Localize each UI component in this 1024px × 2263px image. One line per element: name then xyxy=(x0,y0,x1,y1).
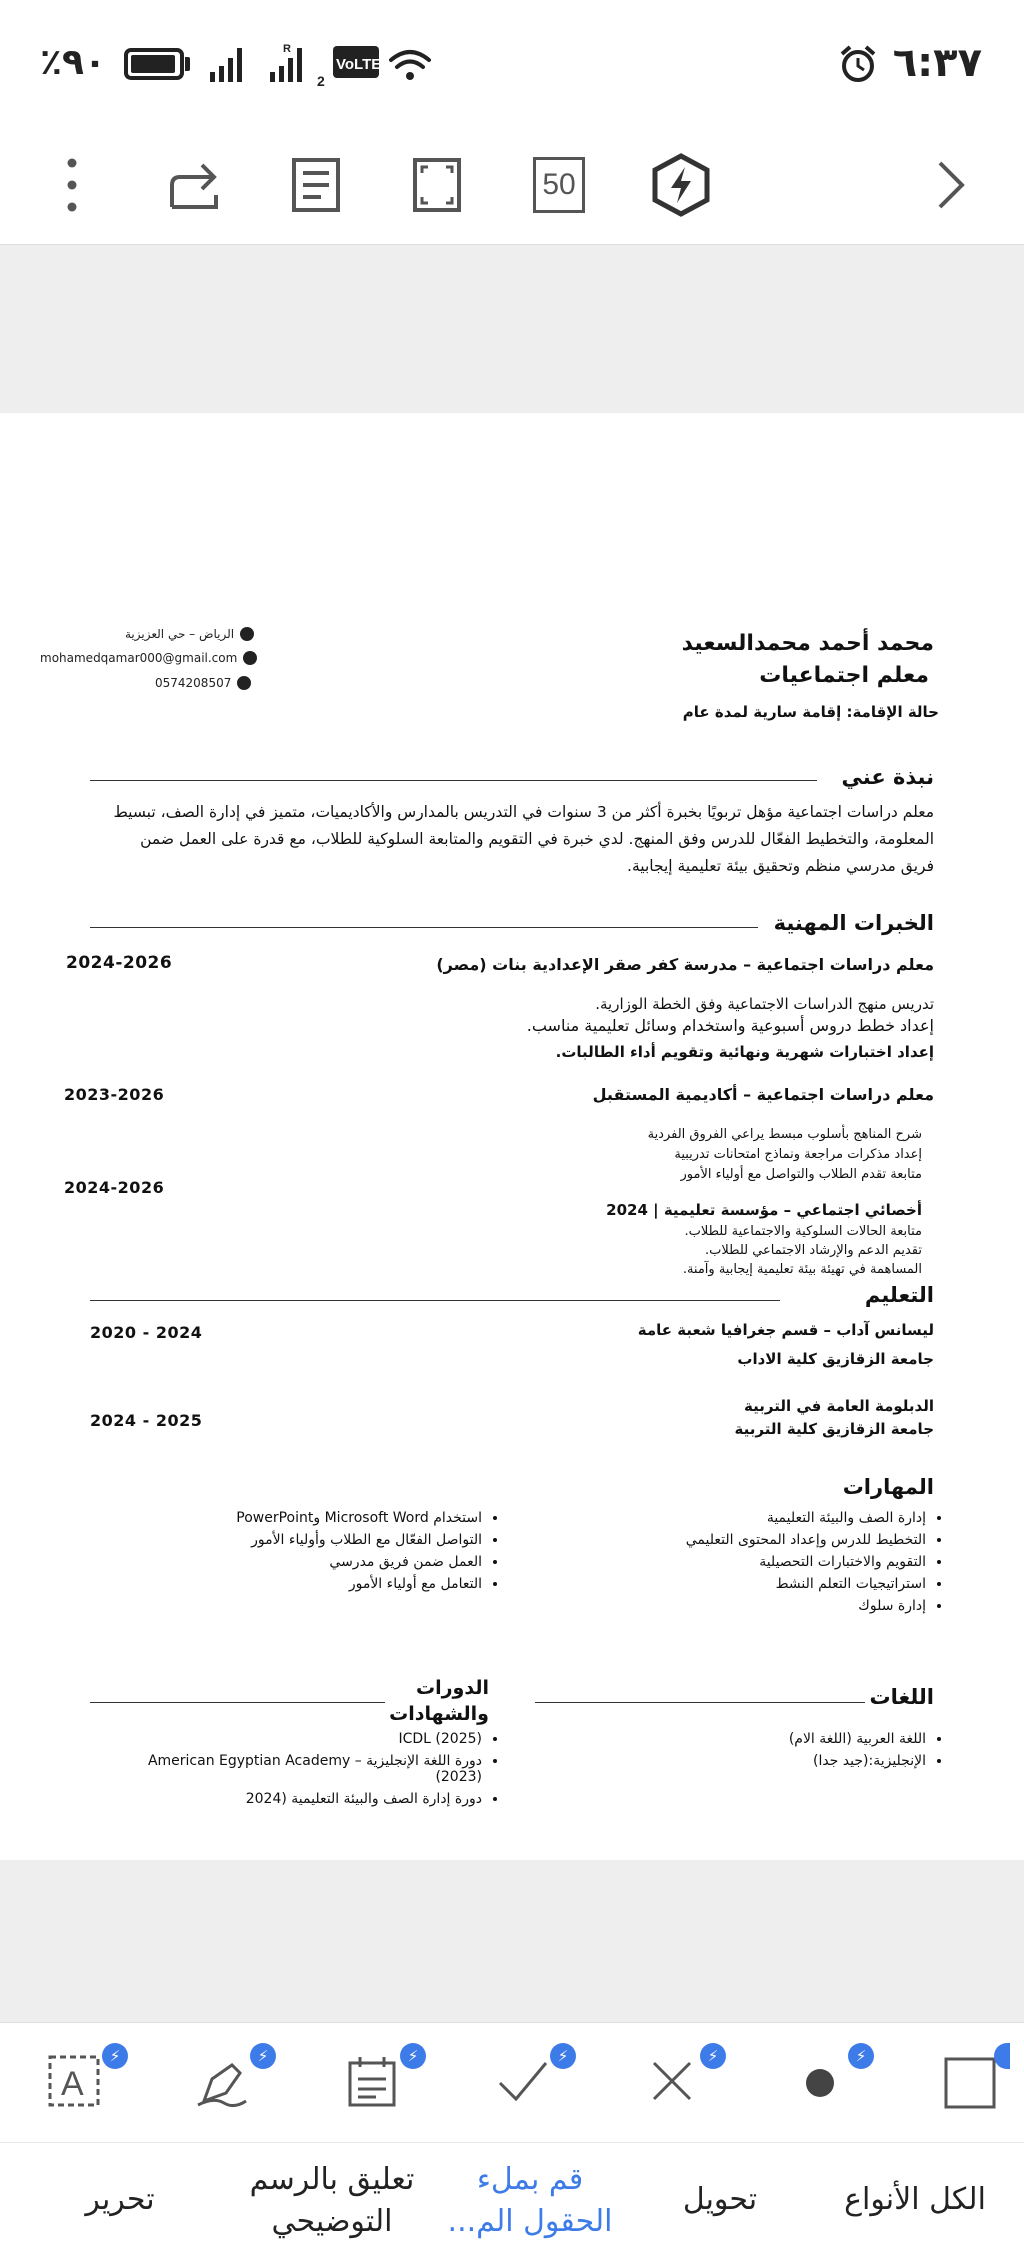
residence-status: حالة الإقامة: إقامة سارية لمدة عام xyxy=(682,703,939,721)
rectangle-tool[interactable] xyxy=(940,2051,1000,2111)
bolt-hexagon-icon xyxy=(651,153,711,217)
tab-fill-line: قم بملء xyxy=(476,2162,584,2197)
resume-name: محمد أحمد محمدالسعيد xyxy=(681,631,934,656)
date-tool[interactable] xyxy=(342,2047,419,2111)
clock: ٦:٣٧ xyxy=(892,40,982,86)
skill-item: • التخطيط للدرس وإعداد المحتوى التعليمي xyxy=(566,1532,926,1548)
battery-percent: ٪٩٠ xyxy=(40,42,106,83)
about-title: نبذة عني xyxy=(841,765,934,789)
dot-tool[interactable] xyxy=(790,2047,867,2111)
tab-annotate[interactable] xyxy=(232,2159,432,2243)
tab-annotate-line: التوضيحي xyxy=(271,2204,393,2239)
courses-title xyxy=(389,1675,489,1727)
contact-email xyxy=(40,651,257,665)
languages-title: اللغات xyxy=(869,1685,934,1709)
cross-tool[interactable] xyxy=(642,2047,719,2111)
job2-line: متابعة تقدم الطلاب والتواصل مع أولياء الأمور xyxy=(680,1167,922,1182)
square-icon xyxy=(942,2053,998,2109)
volte-label: VoLTE xyxy=(336,56,382,73)
job3-date: 2024-2026 xyxy=(64,1178,165,1197)
courses-list xyxy=(122,1731,482,1813)
job3-line: المساهمة في تهيئة بيئة تعليمية إيجابية وآمنة. xyxy=(682,1262,922,1277)
zoom-button[interactable] xyxy=(517,143,601,227)
courses-title-line: والشهادات xyxy=(389,1703,489,1725)
next-button[interactable] xyxy=(908,143,992,227)
job1-date: 2024-2026 xyxy=(66,953,173,973)
phone-icon xyxy=(237,676,251,690)
edu1-school: جامعة الزقازيق كلية الاداب xyxy=(737,1350,934,1368)
about-divider xyxy=(90,780,817,781)
tab-convert[interactable]: تحويل xyxy=(682,2182,758,2217)
premium-badge-icon: ⚡ xyxy=(102,2043,128,2069)
job2-line: شرح المناهج بأسلوب مبسط يراعي الفروق الفردية xyxy=(647,1127,922,1142)
skill-item: • إدارة سلوك xyxy=(566,1598,926,1614)
fit-page-button[interactable] xyxy=(395,143,479,227)
bottom-tab-bar xyxy=(0,2142,1024,2263)
document-icon xyxy=(291,157,341,213)
course-item: • ICDL (2025) xyxy=(122,1731,482,1747)
job1-line: إعداد خطط دروس أسبوعية واستخدام وسائل تعليمية مناسب. xyxy=(526,1016,934,1035)
languages-divider xyxy=(535,1702,865,1703)
about-line: المعلومة، والتخطيط الفعّال للدرس وفق المنهج. لدي خبرة في التقويم والمتابعة السلوكية للطلاب، مع قدرة على العمل ضمن xyxy=(140,830,934,848)
wifi-icon xyxy=(391,52,429,67)
skill-item: • إدارة الصف والبيئة التعليمية xyxy=(566,1510,926,1526)
skill-item: • استراتيجيات التعلم النشط xyxy=(566,1576,926,1592)
annotation-tools xyxy=(0,2022,1024,2142)
share-button[interactable] xyxy=(152,143,236,227)
status-bar xyxy=(0,0,1024,125)
battery-icon xyxy=(124,48,184,80)
sim-label: R xyxy=(283,43,291,55)
share-icon xyxy=(164,155,224,215)
top-toolbar xyxy=(0,125,1024,245)
text-box-icon xyxy=(46,2053,102,2109)
text-box-tool[interactable] xyxy=(44,2047,121,2111)
more-options-button[interactable] xyxy=(30,143,114,227)
location-icon xyxy=(240,627,254,641)
tab-fill-fields[interactable] xyxy=(440,2159,620,2243)
chevron-right-icon xyxy=(930,155,970,215)
tab-all-types[interactable]: الكل الأنواع xyxy=(844,2182,986,2217)
job1-line: إعداد اختبارات شهرية ونهائية وتقويم أداء الطالبات. xyxy=(555,1043,934,1061)
premium-badge-icon: ⚡ xyxy=(400,2043,426,2069)
education-divider xyxy=(90,1300,780,1301)
skill-item: • استخدام Microsoft Word وPowerPoint xyxy=(122,1510,482,1526)
pen-nib-icon xyxy=(194,2053,250,2109)
experience-divider xyxy=(90,927,758,928)
language-item: • الإنجليزية:(جيد جدا) xyxy=(626,1753,926,1769)
skill-item: • العمل ضمن فريق مدرسي xyxy=(122,1554,482,1570)
alarm-icon xyxy=(838,44,878,84)
languages-list xyxy=(626,1731,926,1775)
job3-line: متابعة الحالات السلوكية والاجتماعية للطلاب. xyxy=(684,1224,922,1239)
courses-divider xyxy=(90,1702,385,1703)
premium-badge-icon: ⚡ xyxy=(550,2043,576,2069)
phone-text: 0574208507 xyxy=(155,676,232,690)
skill-item: • التعامل مع أولياء الأمور xyxy=(122,1576,482,1592)
signature-tool[interactable] xyxy=(192,2047,269,2111)
skills-title: المهارات xyxy=(842,1475,934,1499)
address-text: الرياض – حي العزيزية xyxy=(125,627,235,641)
resume-job-title: معلم اجتماعيات xyxy=(759,663,929,688)
job1-title: معلم دراسات اجتماعية – مدرسة كفر صقر الإعدادية بنات (مصر) xyxy=(436,955,934,974)
premium-button[interactable] xyxy=(639,143,723,227)
battery-cap xyxy=(185,57,190,71)
premium-badge-icon: ⚡ xyxy=(250,2043,276,2069)
contact-phone xyxy=(155,676,251,690)
language-item: • اللغة العربية (اللغة الام) xyxy=(626,1731,926,1747)
education-title: التعليم xyxy=(864,1283,934,1307)
contact-address xyxy=(125,627,254,641)
edu2-date: 2024 - 2025 xyxy=(90,1411,203,1430)
cross-icon xyxy=(644,2053,700,2109)
tab-annotate-line: تعليق بالرسم xyxy=(249,2162,415,2197)
edu2-school: جامعة الزقازيق كلية التربية xyxy=(734,1420,934,1438)
dot-icon xyxy=(792,2053,848,2109)
calendar-icon xyxy=(344,2053,400,2109)
more-vertical-icon xyxy=(62,155,82,215)
job3-title: أخصائي اجتماعي – مؤسسة تعليمية | 2024 xyxy=(606,1201,922,1219)
skills-list-right xyxy=(566,1510,926,1620)
viewer-background xyxy=(0,245,1024,413)
viewer-background-bottom xyxy=(0,1860,1024,2022)
premium-badge-icon: ⚡ xyxy=(848,2043,874,2069)
about-line: معلم دراسات اجتماعية مؤهل تربويًا بخبرة أكثر من 3 سنوات في التدريس بالمدارس والأكاديميات، متميز في إدارة الصف، تبسيط xyxy=(113,803,934,821)
email-icon xyxy=(243,651,257,665)
signal-icons xyxy=(205,42,455,87)
job3-line: تقديم الدعم والإرشاد الاجتماعي للطلاب. xyxy=(705,1243,922,1258)
edu1-date: 2020 - 2024 xyxy=(90,1323,203,1342)
skill-item: • التواصل الفعّال مع الطلاب وأولياء الأمور xyxy=(122,1532,482,1548)
page-view-button[interactable] xyxy=(274,143,358,227)
svg-text:A: A xyxy=(61,2065,84,2103)
job2-title: معلم دراسات اجتماعية – أكاديمية المستقبل xyxy=(592,1085,934,1104)
document-page[interactable] xyxy=(0,413,1024,1860)
edu2-degree: الدبلومة العامة في التربية xyxy=(744,1397,934,1415)
zoom-level: 50 xyxy=(533,157,585,213)
tab-fill-line: الحقول الم... xyxy=(447,2204,613,2239)
course-item: • دورة إدارة الصف والبيئة التعليمية (2024 xyxy=(122,1791,482,1807)
about-paragraph xyxy=(89,799,934,880)
email-text: mohamedqamar000@gmail.com xyxy=(40,651,238,665)
skill-item: • التقويم والاختبارات التحصيلية xyxy=(566,1554,926,1570)
edu1-degree: ليسانس آداب – قسم جغرافيا شعبة عامة xyxy=(637,1321,934,1339)
course-item: • دورة اللغة الإنجليزية – American Egyptian Academy (2023) xyxy=(122,1753,482,1785)
sim-number: 2 xyxy=(317,73,325,87)
job2-line: إعداد مذكرات مراجعة ونماذج امتحانات تدريبية xyxy=(674,1147,922,1162)
fullscreen-icon xyxy=(412,157,462,213)
about-line: فريق مدرسي منظم وتحقيق بيئة تعليمية إيجابية. xyxy=(627,857,934,875)
courses-title-line: الدورات xyxy=(416,1677,489,1699)
checkmark-tool[interactable] xyxy=(492,2047,569,2111)
checkmark-icon xyxy=(494,2053,550,2109)
job2-date: 2023-2026 xyxy=(64,1085,165,1104)
experience-title: الخبرات المهنية xyxy=(773,911,934,935)
premium-badge-icon: ⚡ xyxy=(700,2043,726,2069)
job1-line: تدريس منهج الدراسات الاجتماعية وفق الخطة الوزارية. xyxy=(595,995,934,1013)
skills-list-left xyxy=(122,1510,482,1598)
tab-edit[interactable]: تحرير xyxy=(85,2182,155,2217)
